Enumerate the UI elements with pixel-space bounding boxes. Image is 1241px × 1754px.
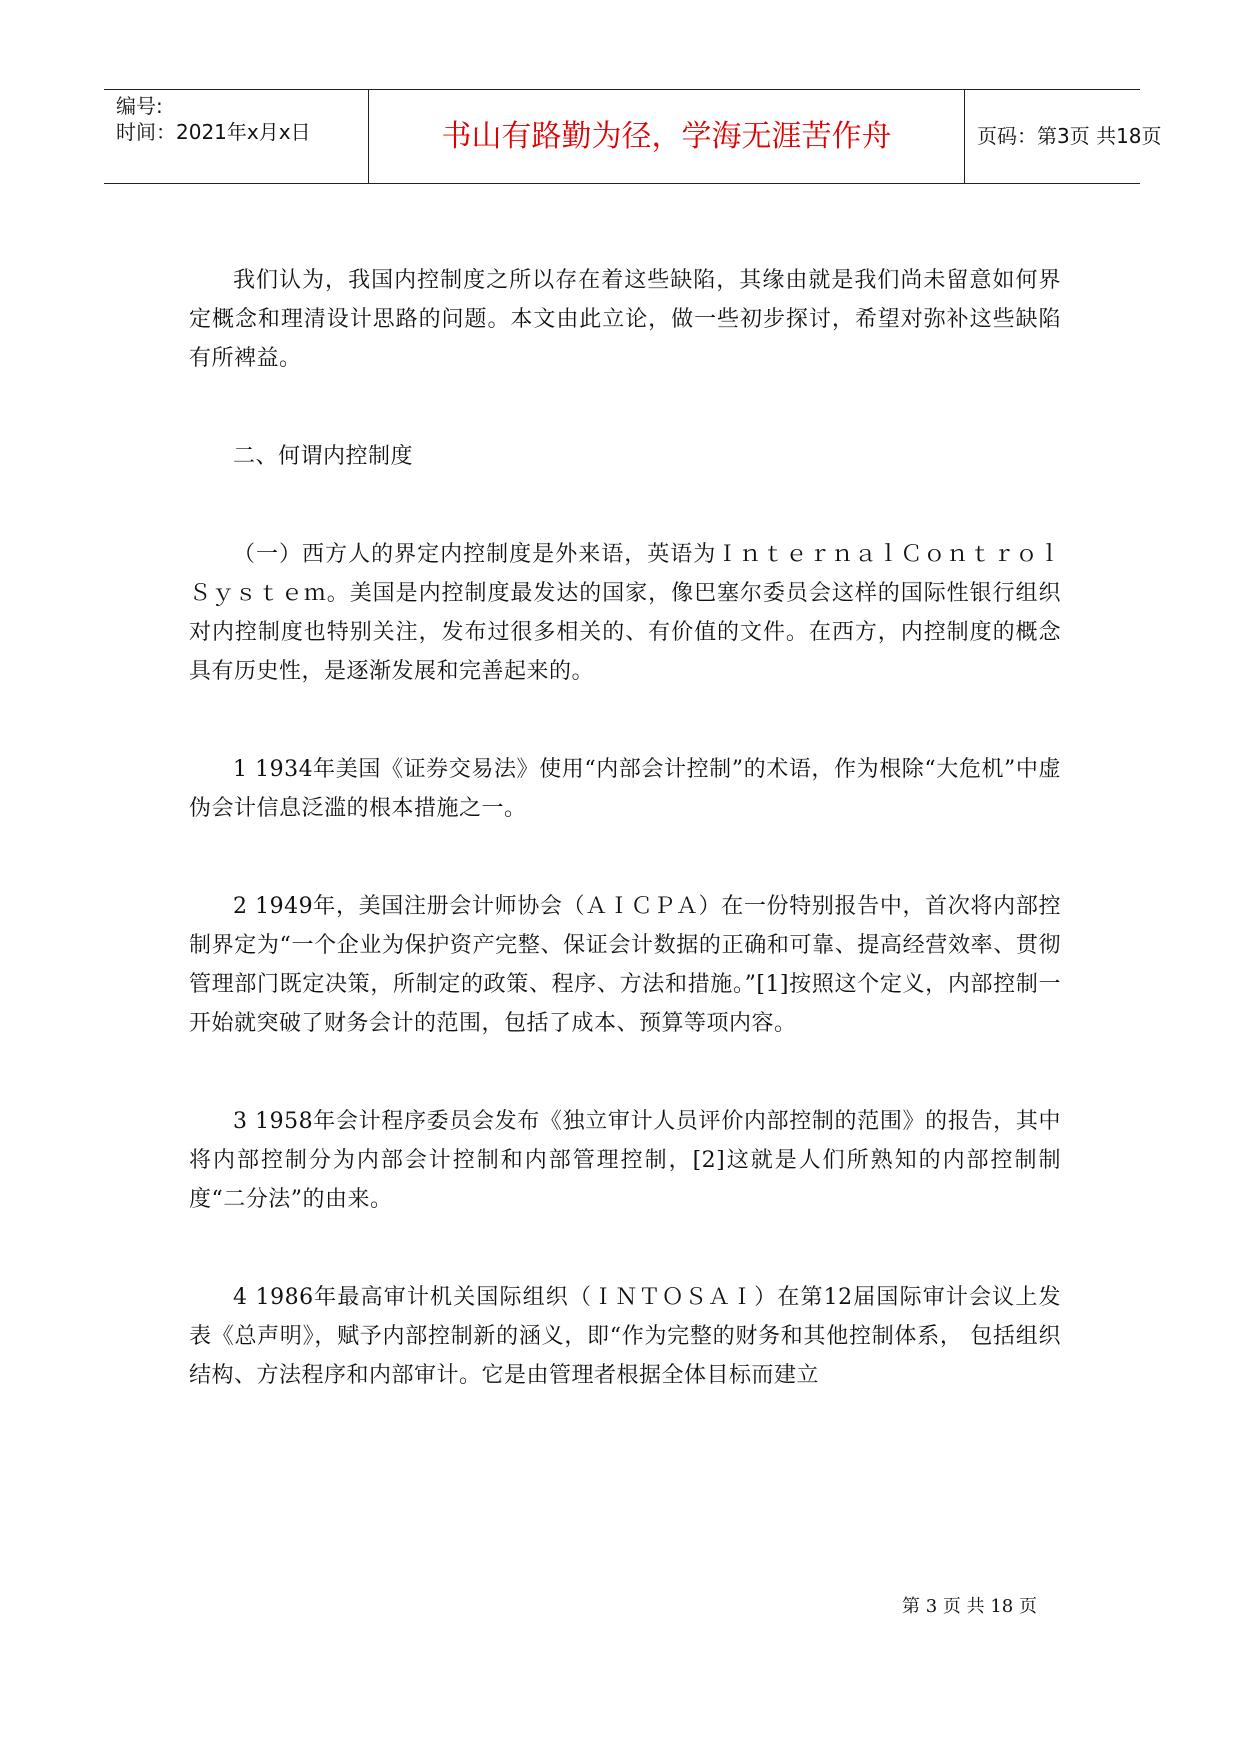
document-body	[189, 261, 1061, 1454]
header-page-info: 页码：第3页 共18页	[977, 124, 1162, 148]
paragraph-item-2: 2 1949年，美国注册会计师协会（ＡＩＣＰＡ）在一份特别报告中，首次将内部控制界定为“一个企业为保护资产完整、保证会计数据的正确和可靠、提高经营效率、贯彻管理部门既定决策，所制定的政策、程序、方法和措施。”[1]按照这个定义，内部控制一开始就突破了财务会计的范围，包括了成本、预算等项内容。	[189, 894, 1061, 1036]
paragraph-western-definition: （一）西方人的界定内控制度是外来语，英语为ＩｎｔｅｒｎａｌＣｏｎｔｒｏｌＳｙｓｔｅｍ。美国是内控制度最发达的国家，像巴塞尔委员会这样的国际性银行组织对内控制度也特别关注，发布过很多相关的、有价值的文件。在西方，内控制度的概念具有历史性，是逐渐发展和完善起来的。	[189, 542, 1061, 684]
page-footer: 第 3 页 共 18 页	[902, 1596, 1037, 1617]
section-heading: 二、何谓内控制度	[233, 444, 414, 469]
paragraph-item-3: 3 1958年会计程序委员会发布《独立审计人员评价内部控制的范围》的报告，其中将内部控制分为内部会计控制和内部管理控制，[2]这就是人们所熟知的内部控制制度“二分法”的由来。	[189, 1109, 1061, 1212]
header-left-cell	[104, 90, 369, 183]
paragraph-intro: 我们认为，我国内控制度之所以存在着这些缺陷，其缘由就是我们尚未留意如何界定概念和理清设计思路的问题。本文由此立论，做一些初步探讨，希望对弥补这些缺陷有所裨益。	[189, 268, 1061, 371]
paragraph-item-4: 4 1986年最高审计机关国际组织（ＩＮＴＯＳＡＩ）在第12届国际审计会议上发表《总声明》，赋予内部控制新的涵义，即“作为完整的财务和其他控制体系， 包括组织结构、方法程序和内部审计。它是由管理者根据全体目标而建立	[189, 1285, 1061, 1388]
document-time-label: 时间：2021年x月x日	[116, 120, 311, 144]
header-motto: 书山有路勤为径，学海无涯苦作舟	[441, 119, 892, 154]
paragraph-item-1: 1 1934年美国《证券交易法》使用“内部会计控制”的术语，作为根除“大危机”中虚伪会计信息泛滥的根本措施之一。	[189, 757, 1061, 821]
header-right-cell	[965, 90, 1162, 183]
document-number-label: 编号:	[116, 94, 163, 118]
document-header	[104, 89, 1162, 184]
header-middle-cell	[369, 90, 965, 183]
